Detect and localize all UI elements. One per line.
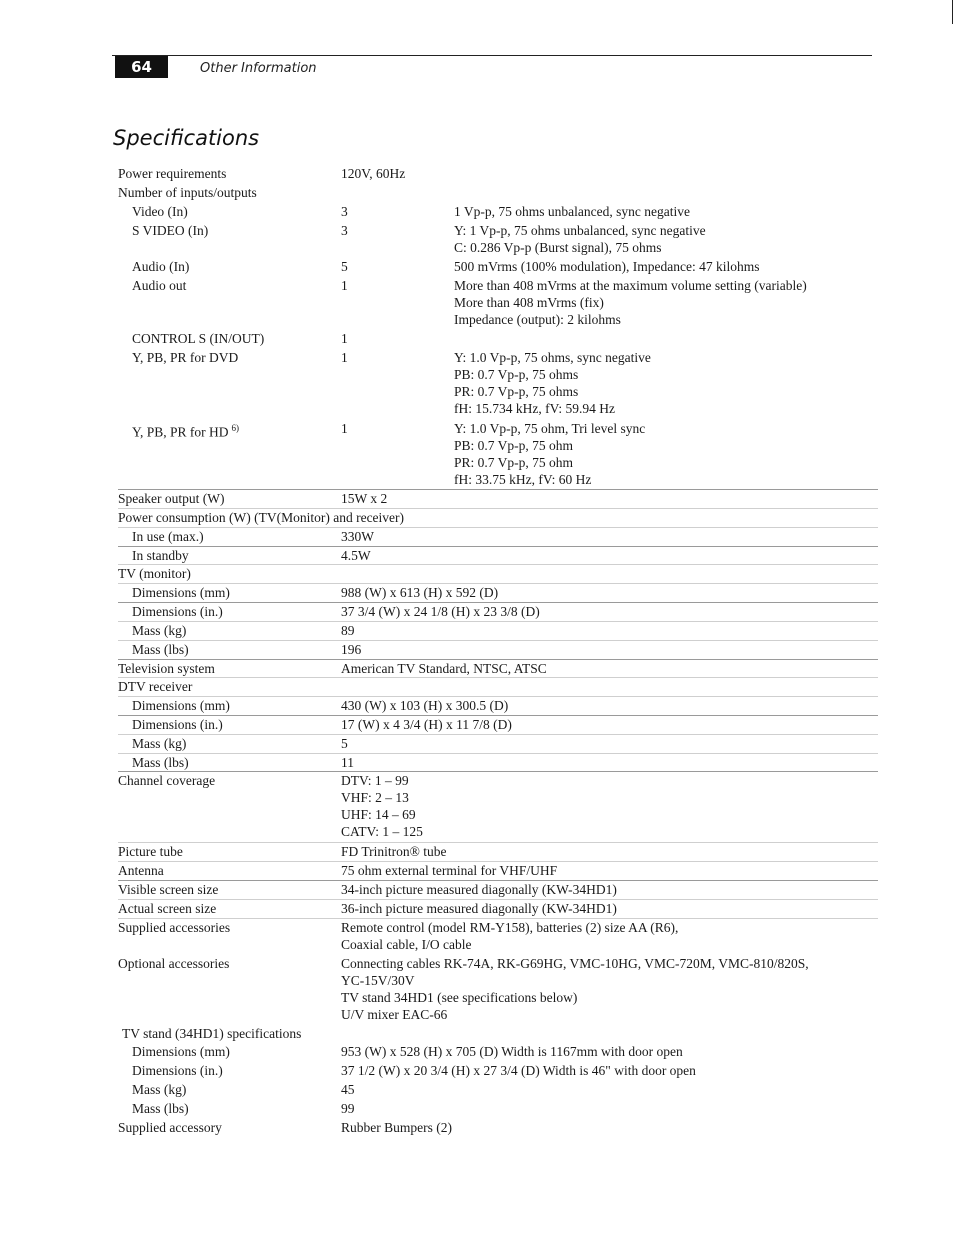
spec-value (454, 258, 760, 275)
spec-value-line: 37 3/4 (W) x 24 1/8 (H) x 23 3/8 (D) (341, 604, 540, 619)
spec-value (341, 697, 508, 714)
spec-value (341, 919, 678, 953)
spec-label: Dimensions (mm) (132, 698, 230, 713)
spec-value (454, 222, 706, 256)
spec-value (341, 1043, 683, 1060)
spec-value-line: 15W x 2 (341, 491, 388, 506)
spec-label: In use (max.) (132, 529, 204, 544)
page-header (112, 55, 872, 79)
row-divider (118, 734, 878, 735)
spec-value-line: 4.5W (341, 548, 371, 563)
spec-label: TV (monitor) (118, 566, 191, 581)
row-divider (118, 771, 878, 772)
spec-value-line: YC-15V/30V (341, 973, 415, 989)
spec-value-line: FD Trinitron® tube (341, 844, 447, 859)
spec-label: TV stand (34HD1) specifications (122, 1026, 302, 1041)
spec-value (341, 754, 354, 771)
spec-quantity: 1 (341, 278, 348, 293)
spec-value-line: 500 mVrms (100% modulation), Impedance: 47 kilohms (454, 259, 760, 274)
spec-value (454, 277, 807, 328)
spec-value-line: PR: 0.7 Vp-p, 75 ohms (454, 384, 579, 400)
row-divider (118, 677, 878, 678)
spec-value (341, 165, 405, 182)
section-name: Other Information (200, 61, 317, 76)
spec-value-line: 45 (341, 1082, 355, 1097)
spec-value (341, 584, 498, 601)
spec-value-line: 36-inch picture measured diagonally (KW-34HD1) (341, 901, 617, 916)
spec-quantity: 5 (341, 259, 348, 274)
spec-value (341, 881, 617, 898)
spec-label: Antenna (118, 863, 164, 878)
spec-value-line: Y: 1.0 Vp-p, 75 ohms, sync negative (454, 350, 651, 365)
spec-value-line: More than 408 mVrms at the maximum volume setting (variable) (454, 278, 807, 293)
spec-label: Dimensions (in.) (132, 1063, 223, 1078)
spec-value-line: 120V, 60Hz (341, 166, 406, 181)
spec-value (341, 955, 809, 1023)
spec-quantity: 3 (341, 204, 348, 219)
spec-label: Visible screen size (118, 882, 219, 897)
footnote-ref: 6) (231, 423, 240, 433)
row-divider (118, 753, 878, 754)
row-divider (118, 489, 878, 490)
spec-value-line: 430 (W) x 103 (H) x 300.5 (D) (341, 698, 509, 713)
spec-label: CONTROL S (IN/OUT) (132, 331, 265, 346)
spec-value-line: VHF: 2 – 13 (341, 790, 409, 806)
spec-value (341, 772, 423, 840)
spec-value-line: Rubber Bumpers (2) (341, 1120, 452, 1135)
spec-value-line: CATV: 1 – 125 (341, 824, 423, 840)
spec-value (341, 547, 371, 564)
spec-value (341, 735, 348, 752)
spec-label: Optional accessories (118, 956, 230, 971)
spec-label: Mass (lbs) (132, 1101, 189, 1116)
spec-value-line: 330W (341, 529, 374, 544)
spec-label: Audio out (132, 278, 187, 293)
spec-label: Supplied accessories (118, 920, 231, 935)
spec-value-line: fH: 15.734 kHz, fV: 59.94 Hz (454, 401, 615, 417)
spec-value-line: 37 1/2 (W) x 20 3/4 (H) x 27 3/4 (D) Width is 46" with door open (341, 1063, 696, 1078)
spec-value (341, 843, 447, 860)
spec-value-line: Y: 1 Vp-p, 75 ohms unbalanced, sync negative (454, 223, 706, 238)
page-number: 64 (115, 56, 168, 78)
spec-value (341, 603, 540, 620)
spec-label: DTV receiver (118, 679, 193, 694)
spec-value-line: 17 (W) x 4 3/4 (H) x 11 7/8 (D) (341, 717, 512, 732)
spec-value-line: Connecting cables RK-74A, RK-G69HG, VMC-10HG, VMC-720M, VMC-810/820S, (341, 956, 809, 971)
spec-value-line: 5 (341, 736, 348, 751)
spec-value-line: 75 ohm external terminal for VHF/UHF (341, 863, 558, 878)
spec-value-line: American TV Standard, NTSC, ATSC (341, 661, 547, 676)
spec-value (341, 528, 374, 545)
spec-value (341, 641, 361, 658)
spec-value-line: 99 (341, 1101, 355, 1116)
spec-value-line: 1 Vp-p, 75 ohms unbalanced, sync negative (454, 204, 690, 219)
spec-value (341, 862, 557, 879)
spec-quantity: 1 (341, 350, 348, 365)
spec-label: Dimensions (mm) (132, 585, 230, 600)
spec-label: Mass (lbs) (132, 755, 189, 770)
spec-value-line: 953 (W) x 528 (H) x 705 (D) Width is 1167mm with door open (341, 1044, 683, 1059)
spec-value (341, 622, 355, 639)
spec-value (341, 900, 617, 917)
page-edge-mark (952, 0, 953, 24)
spec-label: S VIDEO (In) (132, 223, 209, 238)
spec-value (341, 1119, 452, 1136)
spec-label: Audio (In) (132, 259, 190, 274)
spec-value (341, 660, 547, 677)
spec-value-line: PR: 0.7 Vp-p, 75 ohm (454, 455, 574, 471)
spec-value (454, 349, 651, 417)
spec-label: Mass (kg) (132, 623, 187, 638)
spec-value (454, 420, 645, 488)
spec-label: Actual screen size (118, 901, 217, 916)
spec-value-line: PB: 0.7 Vp-p, 75 ohm (454, 438, 574, 454)
spec-value-line: fH: 33.75 kHz, fV: 60 Hz (454, 472, 592, 488)
spec-label: Television system (118, 661, 215, 676)
spec-label: Y, PB, PR for HD $^{6)}$ (132, 423, 240, 440)
spec-value-line: UHF: 14 – 69 (341, 807, 416, 823)
spec-label: In standby (132, 548, 189, 563)
spec-label: Channel coverage (118, 773, 216, 788)
spec-label: Speaker output (W) (118, 491, 225, 506)
spec-quantity: 3 (341, 223, 348, 238)
row-divider (118, 527, 878, 528)
row-divider (118, 621, 878, 622)
spec-value-line: 11 (341, 755, 354, 770)
spec-value (341, 1100, 355, 1117)
spec-label: Dimensions (in.) (132, 717, 223, 732)
spec-label: Mass (lbs) (132, 642, 189, 657)
row-divider (118, 640, 878, 641)
spec-label: Video (In) (132, 204, 188, 219)
spec-value-line: Coaxial cable, I/O cable (341, 937, 472, 953)
spec-value (341, 716, 512, 733)
spec-value-line: 196 (341, 642, 362, 657)
spec-value (341, 1081, 355, 1098)
spec-value (341, 490, 387, 507)
spec-label: Power requirements (118, 166, 227, 181)
row-divider (118, 842, 878, 843)
spec-value-line: Remote control (model RM-Y158), batteries (2) size AA (R6), (341, 920, 679, 935)
spec-label: Supplied accessory (118, 1120, 222, 1135)
spec-label: Picture tube (118, 844, 183, 859)
spec-value-line: C: 0.286 Vp-p (Burst signal), 75 ohms (454, 240, 662, 256)
spec-label: Dimensions (mm) (132, 1044, 230, 1059)
spec-value-line: DTV: 1 – 99 (341, 773, 409, 788)
row-divider (118, 564, 878, 565)
spec-value-line: 988 (W) x 613 (H) x 592 (D) (341, 585, 499, 600)
spec-label: Mass (kg) (132, 736, 187, 751)
spec-label: Number of inputs/outputs (118, 185, 257, 200)
header-rule (112, 55, 872, 56)
spec-quantity: 1 (341, 421, 348, 436)
page-title: Specifications (113, 126, 260, 150)
spec-label: Power consumption (W) (TV(Monitor) and receiver) (118, 510, 405, 525)
spec-value-line: Y: 1.0 Vp-p, 75 ohm, Tri level sync (454, 421, 646, 436)
spec-value-line: 34-inch picture measured diagonally (KW-34HD1) (341, 882, 617, 897)
spec-value-line: Impedance (output): 2 kilohms (454, 312, 621, 328)
spec-label: Dimensions (in.) (132, 604, 223, 619)
spec-value-line: More than 408 mVrms (fix) (454, 295, 604, 311)
spec-label: Y, PB, PR for DVD (132, 350, 239, 365)
spec-label: Mass (kg) (132, 1082, 187, 1097)
spec-value-line: TV stand 34HD1 (see specifications below) (341, 990, 578, 1006)
spec-value (454, 203, 690, 220)
spec-quantity: 1 (341, 331, 348, 346)
spec-value-line: U/V mixer EAC-66 (341, 1007, 448, 1023)
spec-value-line: 89 (341, 623, 355, 638)
spec-value (341, 1062, 696, 1079)
row-divider (118, 546, 878, 547)
spec-value-line: PB: 0.7 Vp-p, 75 ohms (454, 367, 579, 383)
